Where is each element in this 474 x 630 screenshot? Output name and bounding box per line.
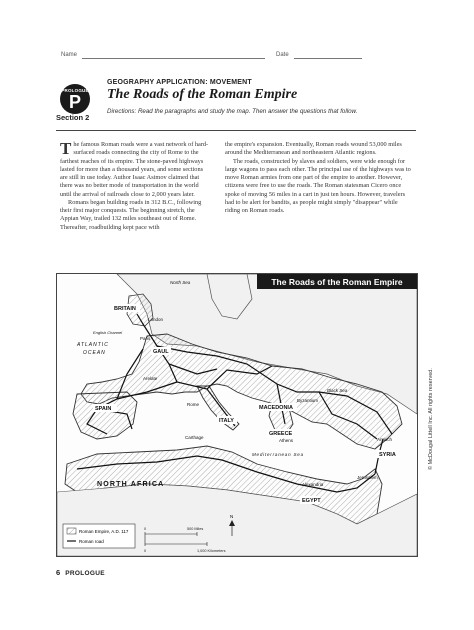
scale-zero-miles: 0: [144, 527, 147, 531]
dropcap: T: [60, 139, 72, 158]
body-column-left: [60, 141, 210, 232]
label-paris: Paris: [140, 336, 151, 341]
label-ocean: OCEAN: [83, 350, 106, 356]
map: [56, 273, 418, 557]
label-alexandria: Alexandria: [302, 482, 324, 487]
legend-empire: Roman Empire, A.D. 117: [79, 529, 129, 534]
scale-miles: 500 Miles: [187, 527, 204, 531]
paragraph: he famous Roman roads were a vast network of hard-surfaced roads connecting the city of Rome to the farthest reaches of its empire. The stone-paved highways lasted for more than a thousand years, and some sections are still in use today. Author Isaac Asimov claimed that there was no better mode of transportation in the world until the arrival of railroads close to 2,000 years later.: [60, 141, 209, 198]
label-mediterranean: Mediterranean Sea: [252, 452, 304, 457]
label-athens: Athens: [279, 438, 294, 443]
page-title: The Roads of the Roman Empire: [107, 87, 298, 102]
scale-zero-km: 0: [144, 549, 147, 553]
body-column-right: [225, 141, 413, 215]
legend-road: Roman road: [79, 539, 104, 544]
label-gaul: GAUL: [153, 349, 169, 355]
page-footer: [56, 568, 105, 577]
label-greece: GREECE: [269, 431, 293, 437]
date-field-line[interactable]: [294, 58, 362, 59]
map-svg: [57, 274, 417, 556]
badge-letter: P: [68, 92, 81, 112]
compass-label: N: [230, 514, 234, 519]
paragraph: the empire's expansion. Eventually, Roman roads wound 53,000 miles around the Mediterranean and northeastern Atlantic regions.: [225, 141, 402, 157]
map-legend: [63, 524, 135, 548]
label-atlantic: ATLANTIC: [77, 342, 109, 348]
name-label: Name: [61, 52, 78, 58]
label-antioch: Antioch: [377, 437, 393, 442]
kicker: GEOGRAPHY APPLICATION: MOVEMENT: [107, 79, 252, 86]
map-title: The Roads of the Roman Empire: [271, 277, 403, 287]
name-field-line[interactable]: [82, 58, 265, 59]
label-london: London: [148, 317, 164, 322]
label-english-channel: English Channel: [93, 330, 123, 335]
label-jerusalem: Jerusalem: [357, 475, 378, 480]
label-syria: SYRIA: [379, 452, 396, 458]
paragraph: The roads, constructed by slaves and soldiers, were wide enough for large wagons to pass each other. The principal use of the highways was to move Roman armies from one part of the empire to another. However, citizens were free to use the roads. The Roman statesman Cicero once spoke of moving 56 miles in a cart in just ten hours. However, travelers had to be alert for bandits, as people might simply "disappear" while riding on Roman roads.: [225, 157, 411, 214]
footer-section: PROLOGUE: [65, 570, 105, 577]
scale-km: 1,000 Kilometers: [197, 549, 226, 553]
date-label: Date: [276, 52, 289, 58]
label-macedonia: MACEDONIA: [259, 405, 293, 411]
section-label: Section 2: [56, 113, 90, 122]
legend-swatch-empire: [67, 528, 76, 534]
copyright-note: © McDougal Littell Inc. All rights reserved.: [428, 368, 434, 470]
label-north-sea: North Sea: [170, 280, 191, 285]
label-black-sea: Black Sea: [327, 388, 348, 393]
label-rome: Rome: [187, 402, 200, 407]
page-number: 6: [56, 568, 61, 577]
directions: Directions: Read the paragraphs and study the map. Then answer the questions that follow.: [107, 108, 358, 115]
label-egypt: EGYPT: [302, 498, 321, 504]
label-carthage: Carthage: [185, 435, 204, 440]
label-spain: SPAIN: [95, 406, 112, 412]
label-byzantium: Byzantium: [297, 398, 319, 403]
label-italy: ITALY: [219, 418, 234, 424]
label-north-africa: NORTH AFRICA: [97, 481, 165, 488]
prologue-badge: [60, 84, 90, 114]
label-britain: BRITAIN: [114, 306, 136, 312]
paragraph: Romans began building roads in 312 B.C., following their first major conquests. The beginning stretch, the Appian Way, trailed 132 miles southeast out of Rome. Thereafter, roadbuilding kept pace with: [60, 198, 202, 231]
badge-top-text: PROLOGUE: [61, 88, 89, 93]
label-arelate: Arelate: [143, 376, 158, 381]
title-rule: [56, 130, 416, 131]
